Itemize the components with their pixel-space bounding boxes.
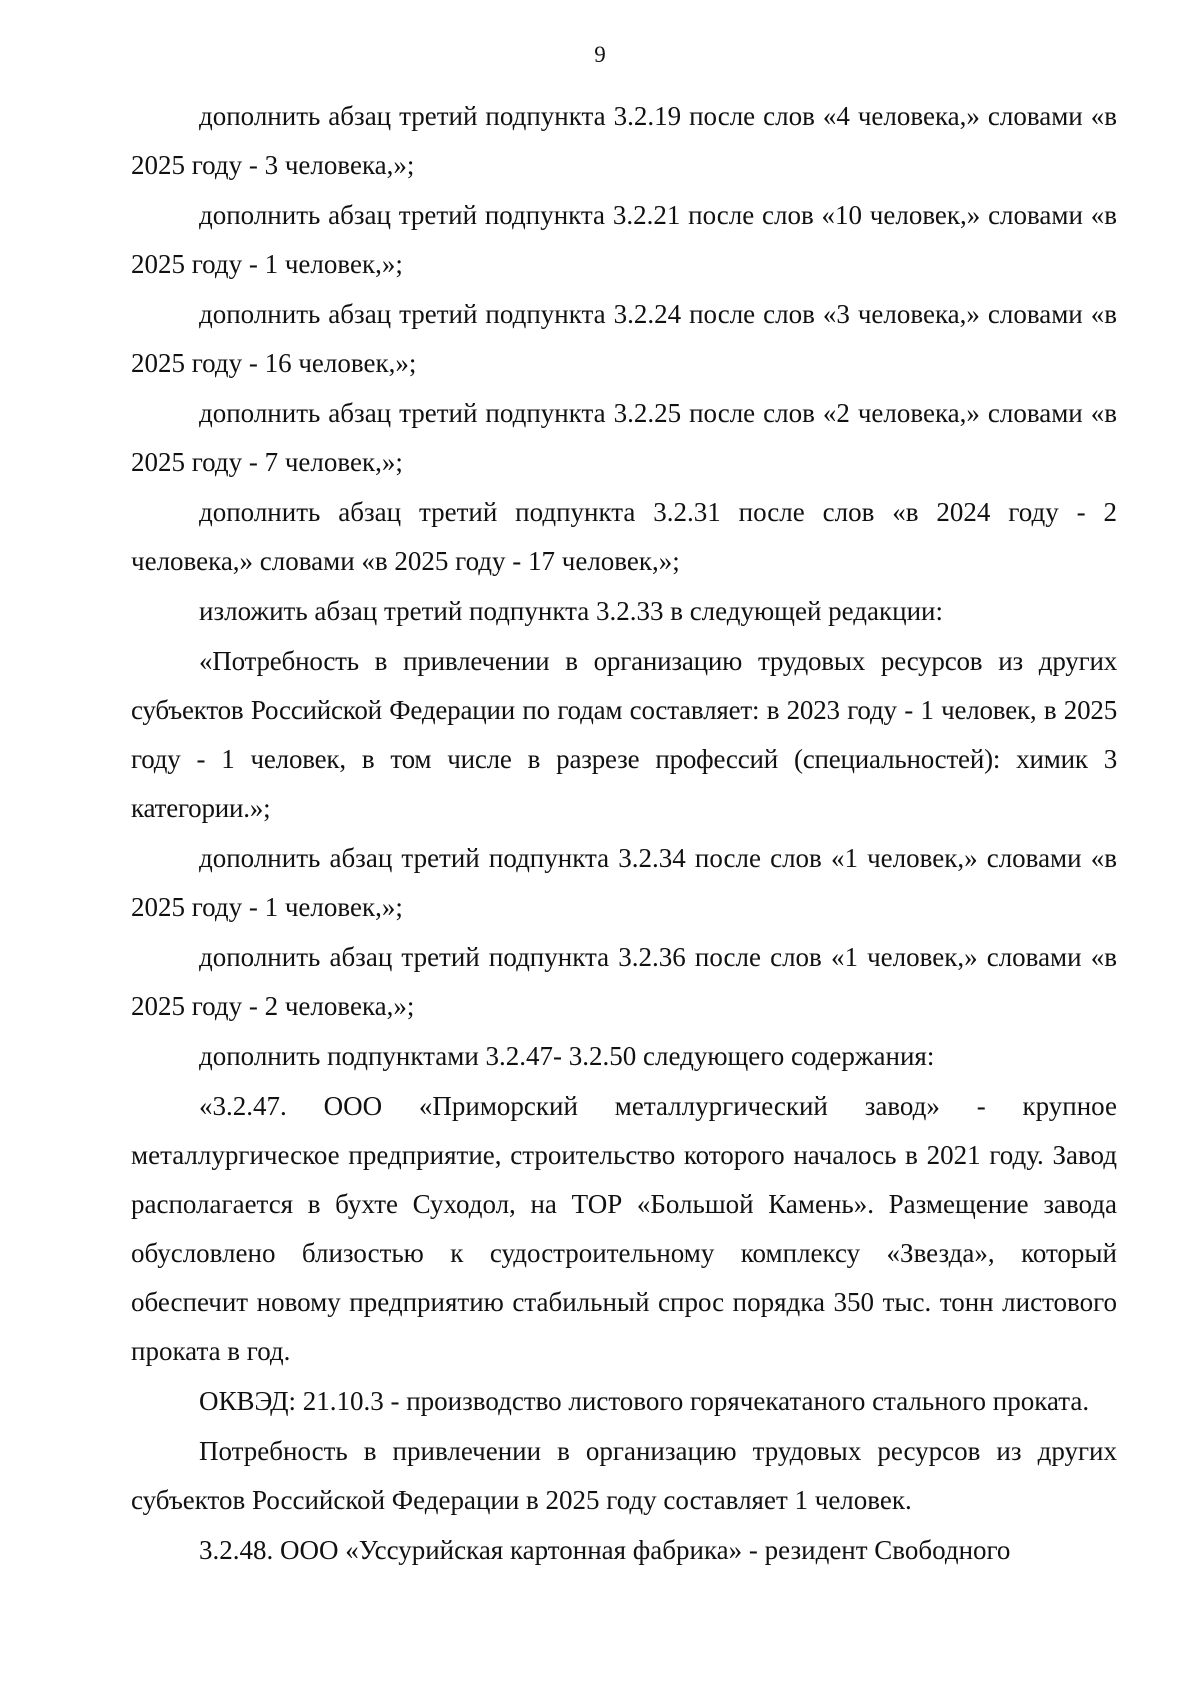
paragraph-3-2-33-intro: изложить абзац третий подпункта 3.2.33 в следующей редакции: [199,596,943,626]
paragraph-okved: ОКВЭД: 21.10.3 - производство листового горячекатаного стального проката. [199,1386,1090,1416]
paragraph-3-2-19: дополнить абзац третий подпункта 3.2.19 после слов «4 человека,» словами «в 2025 году - 3 человека,»; [131,101,1117,180]
paragraph-3-2-31: дополнить абзац третий подпункта 3.2.31 после слов «в 2024 году - 2 человека,» словами «в 2025 году - 17 человек,»; [131,497,1117,576]
paragraph-3-2-47: «3.2.47. ООО «Приморский металлургический завод» - крупное металлургическое предприятие, строительство которого началось в 2021 году. Завод располагается в бухте Суходол, на ТОР «Большой Камень». Размещение завода обусловлено близостью к судостроительному комплексу «Звезда», который обеспечит новому предприятию стабильный спрос порядка 350 тыс. тонн листового проката в год. [131,1091,1117,1366]
paragraph-labor-need: Потребность в привлечении в организацию трудовых ресурсов из других субъектов Российской Федерации в 2025 году составляет 1 человек. [131,1436,1117,1515]
paragraph-3-2-48: 3.2.48. ООО «Уссурийская картонная фабрика» - резидент Свободного [199,1535,1011,1565]
paragraph-3-2-34: дополнить абзац третий подпункта 3.2.34 после слов «1 человек,» словами «в 2025 году - 1 человек,»; [131,843,1117,922]
paragraph-3-2-33-quote: «Потребность в привлечении в организацию трудовых ресурсов из других субъектов Российской Федерации по годам составляет: в 2023 году - 1 человек, в 2025 году - 1 человек, в том числе в разрезе профессий (специальностей): химик 3 категории.»; [131,646,1117,823]
document-body [131,92,1117,1575]
paragraph-3-2-36: дополнить абзац третий подпункта 3.2.36 после слов «1 человек,» словами «в 2025 году - 2 человека,»; [131,942,1117,1021]
paragraph-add-subitems: дополнить подпунктами 3.2.47- 3.2.50 следующего содержания: [199,1041,935,1071]
paragraph-3-2-25: дополнить абзац третий подпункта 3.2.25 после слов «2 человека,» словами «в 2025 году - 7 человек,»; [131,398,1117,477]
paragraph-3-2-21: дополнить абзац третий подпункта 3.2.21 после слов «10 человек,» словами «в 2025 году - 1 человек,»; [131,200,1117,279]
page-number: 9 [594,42,606,67]
paragraph-3-2-24: дополнить абзац третий подпункта 3.2.24 после слов «3 человека,» словами «в 2025 году - 16 человек,»; [131,299,1117,378]
